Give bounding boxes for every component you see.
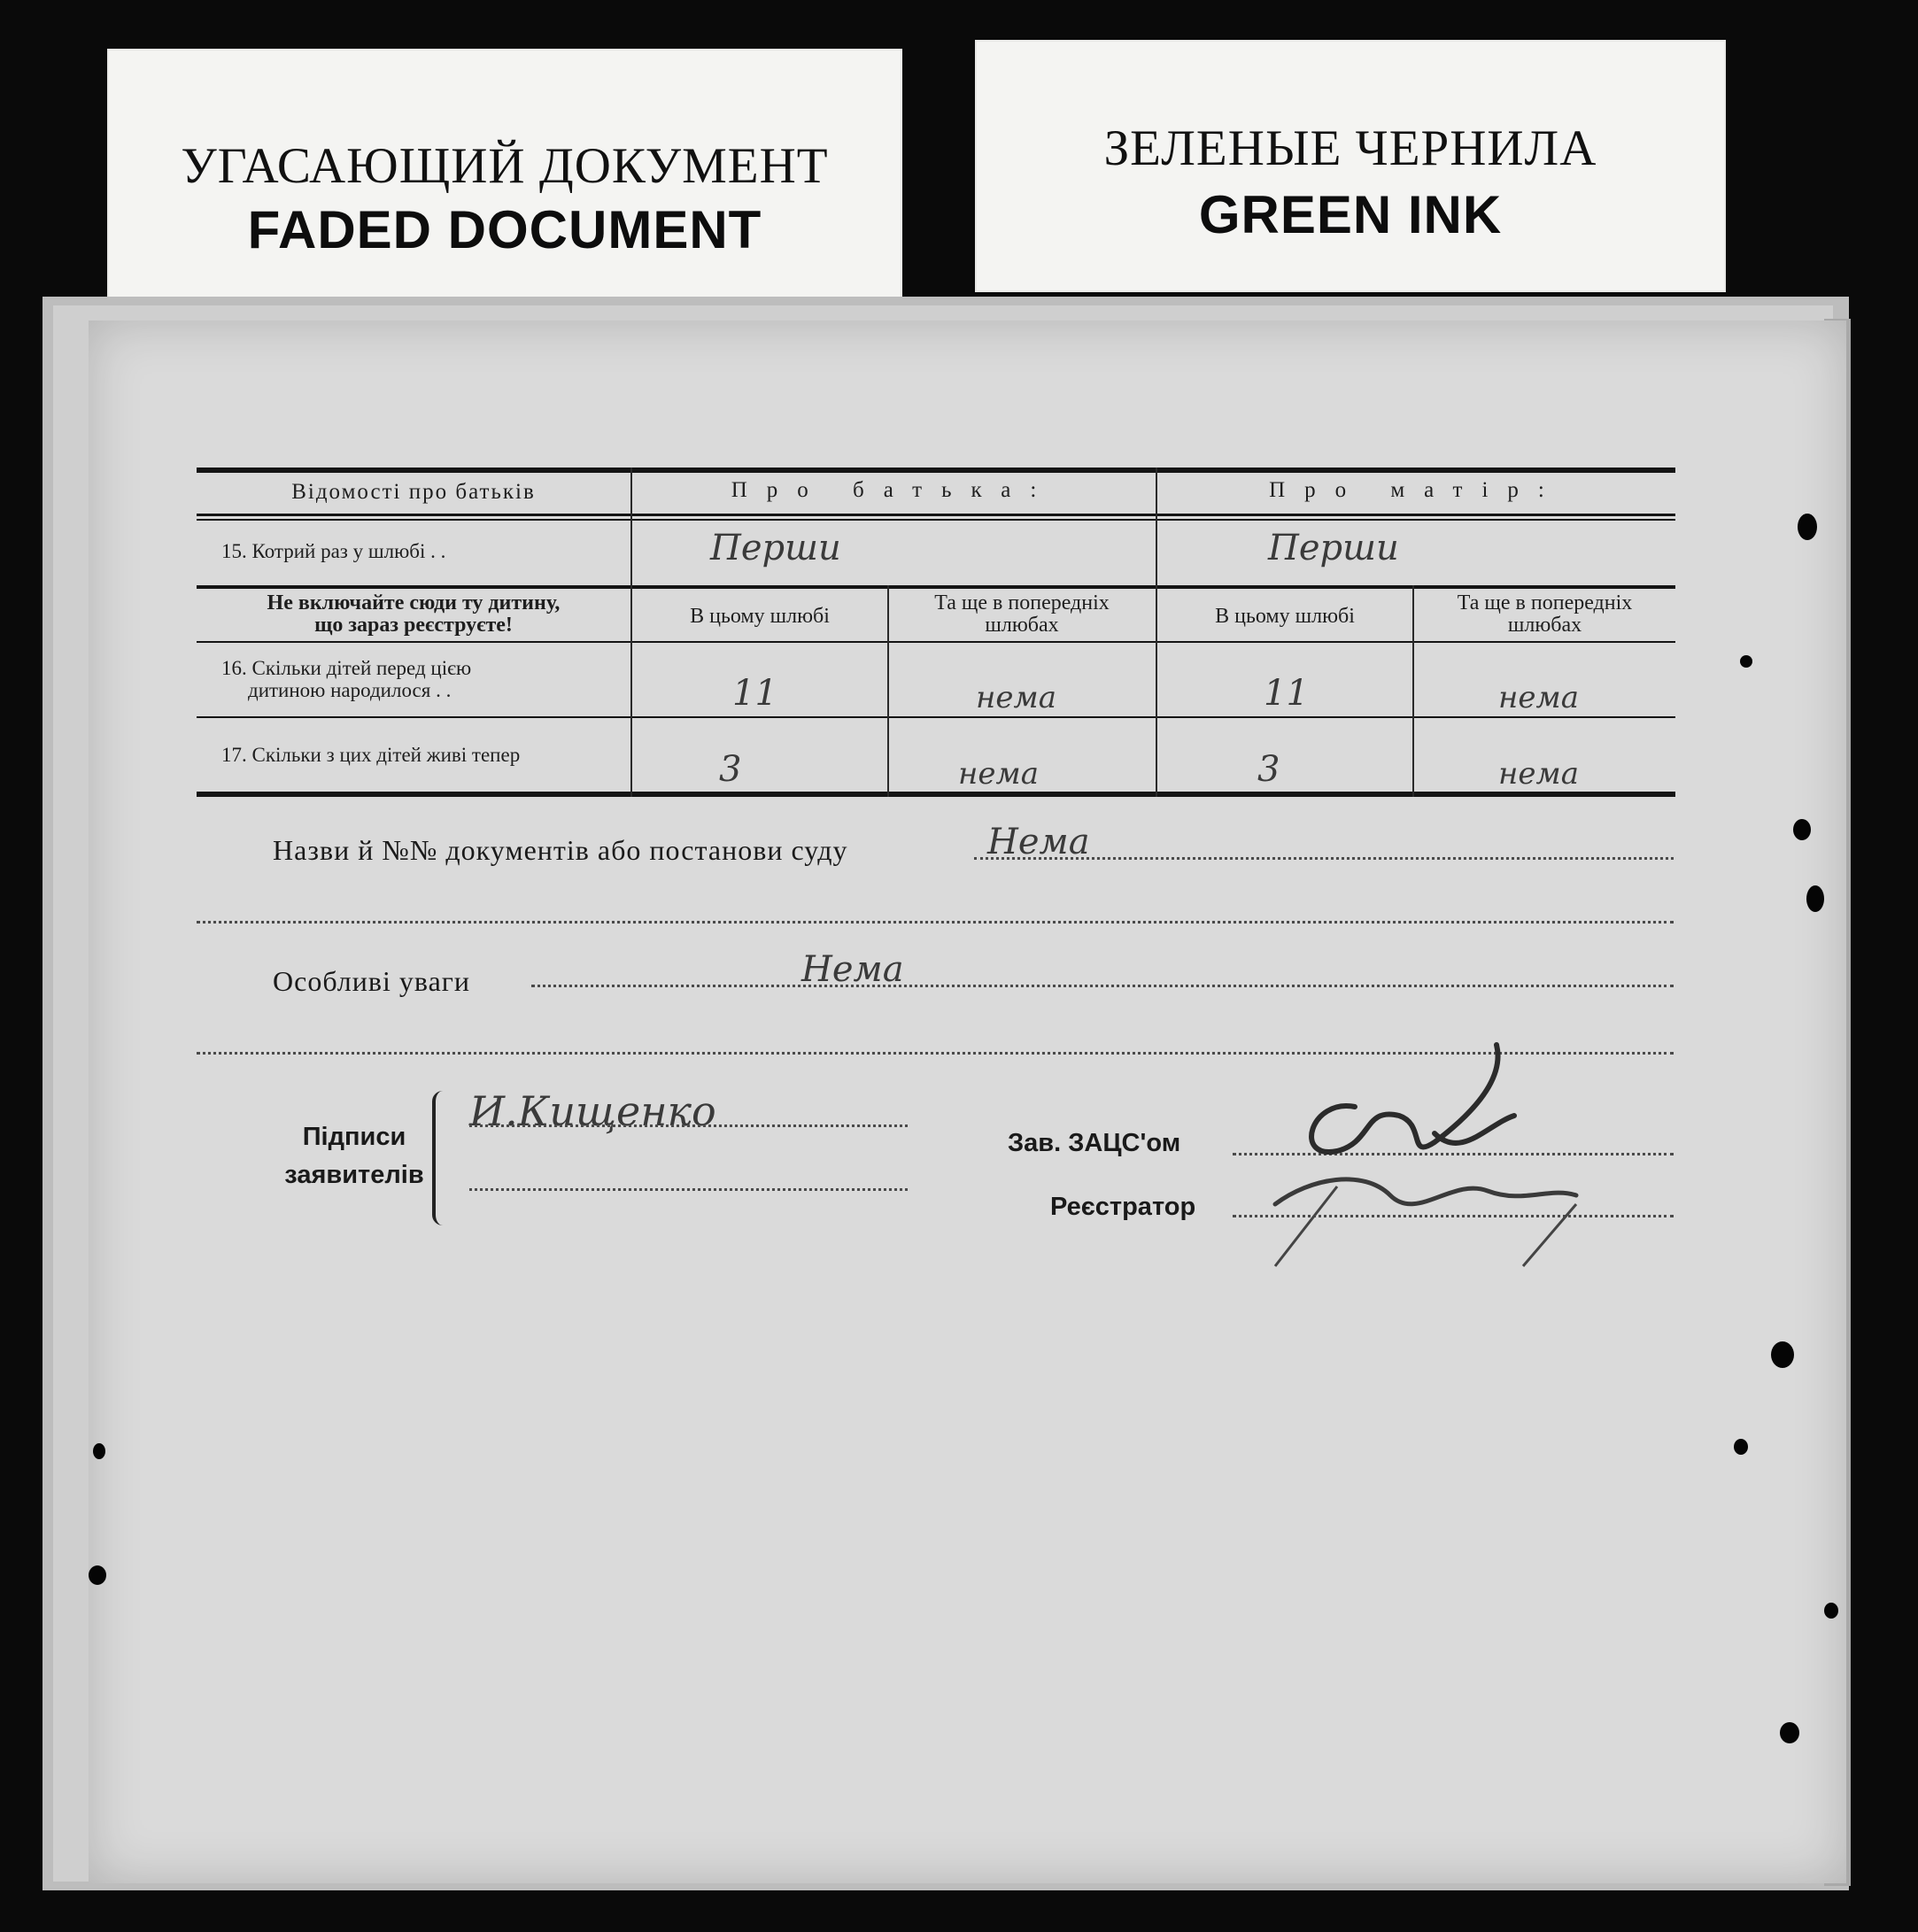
damage-spot (1824, 1603, 1838, 1619)
faded-document-label-ru: УГАСАЮЩИЙ ДОКУМЕНТ (181, 138, 829, 194)
documents-value: Нема (987, 822, 1090, 862)
subheader-note-line2: що зараз реєструєте! (314, 614, 513, 637)
header-col-father: Про батька: (731, 478, 1056, 502)
subheader-prev-line1: Та ще в попередніх (1457, 591, 1633, 614)
row16-father-this: 11 (732, 673, 777, 714)
applicants-label-line1: Підписи (302, 1123, 406, 1151)
table-rule (197, 519, 1675, 521)
damage-spot (93, 1443, 105, 1459)
row16-mother-prev: нема (1498, 680, 1579, 715)
table-rule (197, 716, 1675, 718)
subheader-note-line1: Не включайте сюди ту дитину, (267, 591, 561, 614)
row17-father-this: 3 (719, 749, 742, 790)
damage-spot (1740, 655, 1752, 668)
faded-document-label (107, 49, 902, 305)
row16-label (221, 657, 629, 701)
green-ink-label-ru: ЗЕЛЕНЫЕ ЧЕРНИЛА (1103, 120, 1597, 176)
row15-label: 15. Котрий раз у шлюбі . . (221, 540, 446, 562)
official-signatures-scribble (1257, 1027, 1629, 1275)
subheader-mother-this: В цьому шлюбі (1215, 605, 1355, 628)
notes-value: Нема (801, 949, 904, 990)
damage-spot (1734, 1439, 1748, 1455)
damage-spot (1771, 1341, 1794, 1368)
damage-spot (1806, 885, 1824, 912)
applicant-signature-line (469, 1124, 908, 1127)
subheader-prev-line1: Та ще в попередніх (934, 591, 1110, 614)
subheader-father-this: В цьому шлюбі (690, 605, 830, 628)
row16-father-prev: нема (976, 680, 1056, 715)
subheader-prev-line2: шлюбах (985, 614, 1059, 637)
row16-label-line1: 16. Скільки дітей перед цією (221, 657, 472, 679)
faded-document-label-en: FADED DOCUMENT (247, 200, 762, 259)
header-col-info: Відомості про батьків (291, 480, 536, 504)
registrar-label: Реєстратор (1050, 1193, 1196, 1221)
row17-mother-prev: нема (1498, 756, 1579, 792)
row17-label: 17. Скільки з цих дітей живі тепер (221, 744, 521, 766)
documents-label: Назви й №№ документів або постанови суду (273, 834, 848, 866)
row17-mother-this: 3 (1257, 749, 1280, 790)
damage-spot (1780, 1722, 1799, 1743)
applicants-label-line2: заявителів (284, 1161, 424, 1189)
documents-line (974, 857, 1674, 860)
subheader-mother-prev (1414, 592, 1675, 637)
damage-spot (1793, 819, 1811, 840)
table-divider (630, 468, 632, 797)
row16-label-line2: дитиною народилося . . (248, 679, 452, 701)
subheader-father-prev (889, 592, 1155, 637)
subheader-prev-line2: шлюбах (1507, 614, 1582, 637)
table-divider (1156, 468, 1157, 797)
notes-label: Особливі уваги (273, 965, 471, 997)
applicant-signature-line-2 (469, 1188, 908, 1191)
documents-line-2 (197, 921, 1674, 923)
table-rule (197, 641, 1675, 643)
head-of-office-label: Зав. ЗАЦС'ом (1008, 1129, 1181, 1157)
table-rule (197, 585, 1675, 589)
notes-line (531, 985, 1674, 987)
subheader-note (197, 592, 630, 637)
row16-mother-this: 11 (1264, 673, 1309, 714)
table-top-rule (197, 468, 1675, 473)
table-bottom-rule (197, 792, 1675, 797)
green-ink-label-en: GREEN INK (1198, 185, 1503, 244)
row15-father-value: Перши (710, 528, 841, 568)
signature-brace (432, 1091, 448, 1225)
applicants-signatures-label (266, 1123, 443, 1190)
damage-spot (1798, 514, 1817, 540)
table-rule (197, 514, 1675, 516)
applicant-signature: И.Кищенко (469, 1087, 716, 1135)
row17-father-prev: нема (958, 756, 1039, 792)
row15-mother-value: Перши (1268, 528, 1399, 568)
green-ink-label (975, 40, 1726, 292)
damage-spot (89, 1565, 106, 1585)
header-col-mother: Про матір: (1269, 478, 1564, 502)
